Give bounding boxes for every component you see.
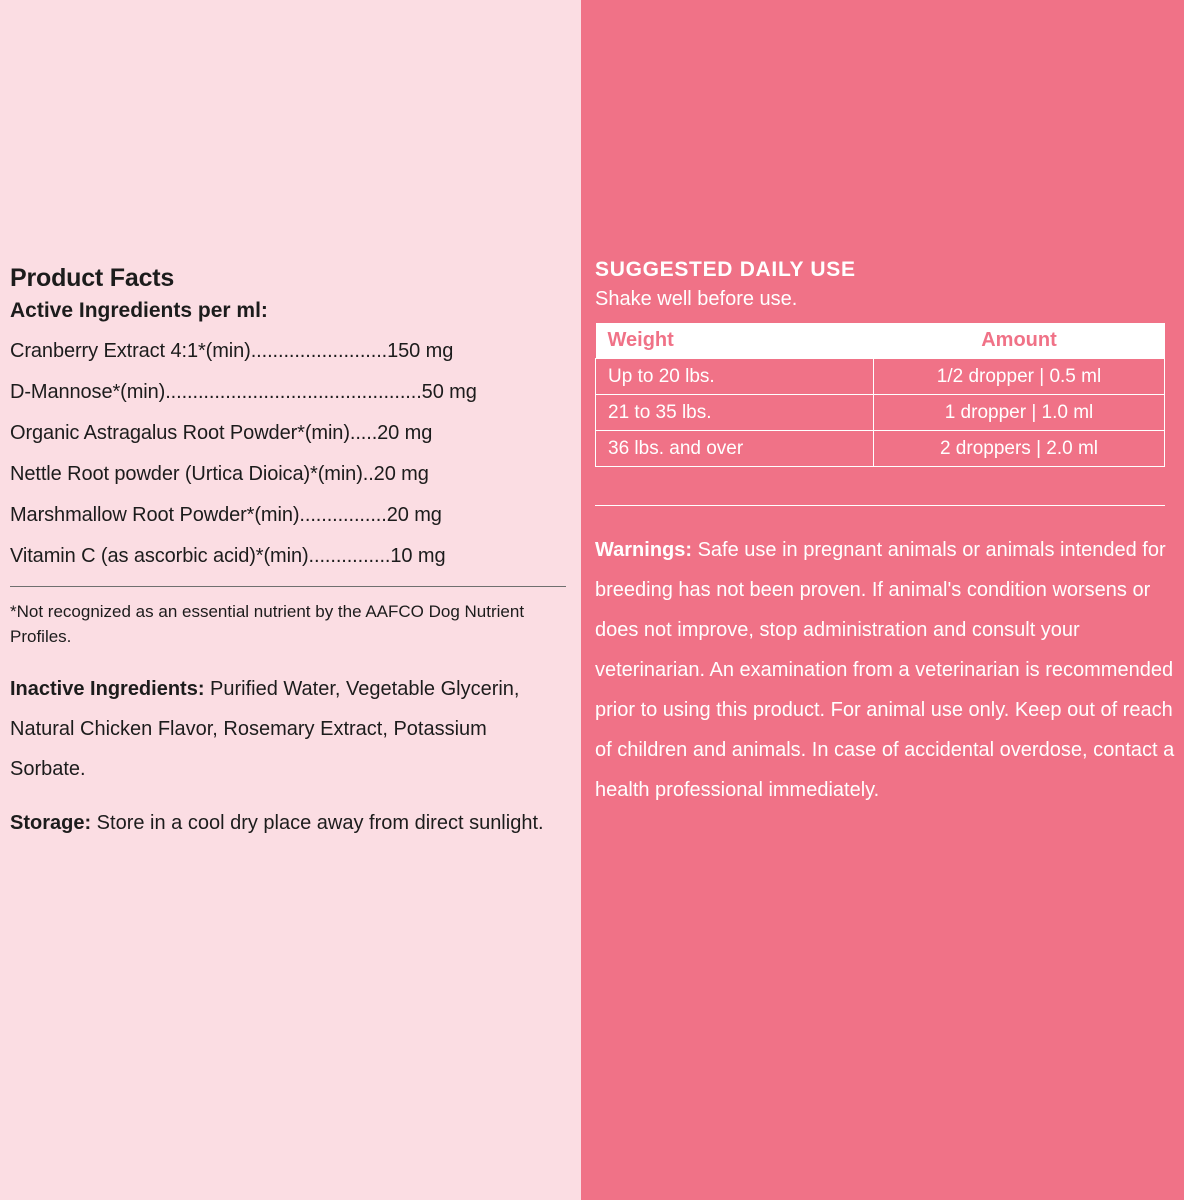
ingredient-row: Vitamin C (as ascorbic acid)*(min)...............10 mg [10,545,446,567]
table-row [596,431,1165,467]
ingredient-row: Organic Astragalus Root Powder*(min).....20 mg [10,422,433,444]
ingredient-row: Cranberry Extract 4:1*(min).........................150 mg [10,340,454,362]
aafco-footnote: *Not recognized as an essential nutrient by the AAFCO Dog Nutrient Profiles. [10,602,525,646]
inactive-ingredients-label: Inactive Ingredients: [10,678,205,700]
storage-block [10,803,566,843]
inactive-ingredients-block [10,669,566,789]
table-row [596,359,1165,395]
warnings-block [595,530,1175,810]
inactive-ingredients-text: Purified Water, Vegetable Glycerin, Natural Chicken Flavor, Rosemary Extract, Potassium Sorbate. [10,678,520,780]
warnings-text: Safe use in pregnant animals or animals intended for breeding has not been proven. If animal's condition worsens or does not improve, stop administration and consult your veterinarian. An examination from a veterinarian is recommended prior to using this product. For animal use only. Keep out of reach of children and animals. In case of accidental overdose, contact a health professional immediately. [595,539,1175,801]
cell-amount: 2 droppers | 2.0 ml [874,431,1165,467]
dosage-table-body [596,359,1165,467]
active-ingredients-heading: Active Ingredients per ml: [10,299,268,322]
cell-amount: 1 dropper | 1.0 ml [874,395,1165,431]
storage-text: Store in a cool dry place away from direct sunlight. [91,812,544,834]
column-header-amount: Amount [874,323,1165,359]
product-facts-panel [0,0,581,1200]
storage-label: Storage: [10,812,92,834]
ingredient-row: D-Mannose*(min)...............................................50 mg [10,381,477,403]
page-title: Product Facts [10,264,175,292]
product-facts-content [10,264,566,857]
shake-instruction: Shake well before use. [595,288,798,310]
divider [10,586,566,587]
warnings-label: Warnings: [595,539,693,561]
suggested-use-heading: SUGGESTED DAILY USE [595,258,856,281]
suggested-use-content [595,258,1175,810]
cell-weight: 21 to 35 lbs. [596,395,874,431]
cell-weight: 36 lbs. and over [596,431,874,467]
ingredient-row: Marshmallow Root Powder*(min)................20 mg [10,504,442,526]
table-header-row [596,323,1165,359]
section-divider [595,505,1165,506]
column-header-weight: Weight [596,323,874,359]
dosage-table [595,323,1165,467]
cell-amount: 1/2 dropper | 0.5 ml [874,359,1165,395]
table-row [596,395,1165,431]
suggested-use-panel [581,0,1184,1200]
dosage-table-head [596,323,1165,359]
ingredient-row: Nettle Root powder (Urtica Dioica)*(min)..20 mg [10,463,429,485]
cell-weight: Up to 20 lbs. [596,359,874,395]
